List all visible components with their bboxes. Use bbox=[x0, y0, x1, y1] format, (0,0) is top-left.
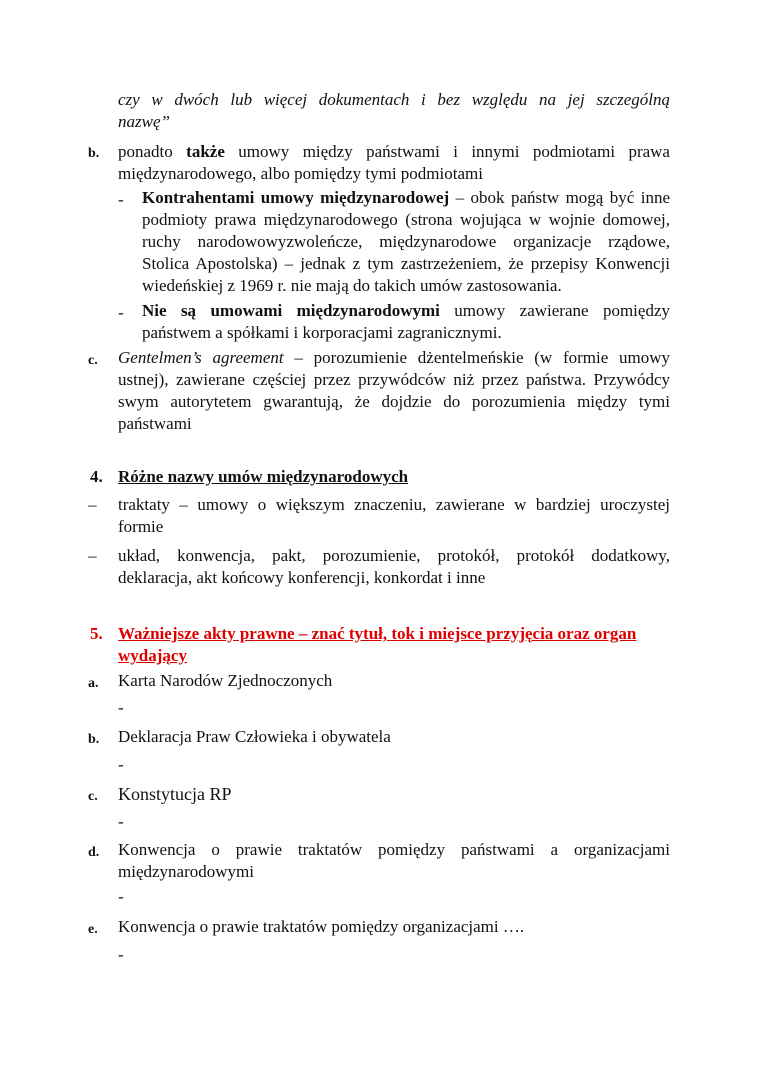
bullet-other-names: układ, konwencja, pakt, porozumienie, protokół, protokół dodatkowy, deklaracja, akt końcowy konferencji, konkordat i inne bbox=[118, 546, 670, 587]
list-marker-b: b. bbox=[88, 146, 100, 161]
sub1-text: – obok państw mogą być inne podmioty prawa międzynarodowego (strona wojująca w wojnie domowej, ruchy narodowowyzwoleńcze, międzynarodowe organizacje rządowe, Stolica Apostolska) – jednak z tym zastrzeżeniem, że przepisy Konwencji wiedeńskiej z 1969 r. nie mają do takich umów zastosowania. bbox=[142, 188, 671, 295]
bullet-dash-1: – bbox=[88, 495, 97, 514]
act-convention-states-orgs: Konwencja o prawie traktatów pomiędzy państwami a organizacjami międzynarodowymi bbox=[118, 840, 670, 881]
section-4-number: 4. bbox=[90, 467, 103, 486]
list-marker-a: a. bbox=[88, 676, 99, 691]
item-b-bold: także bbox=[186, 142, 225, 161]
list-marker-e: e. bbox=[88, 922, 98, 937]
bullet-dash-2: – bbox=[88, 546, 97, 565]
act-charter: Karta Narodów Zjednoczonych bbox=[118, 671, 333, 690]
list-marker-c: c. bbox=[88, 353, 98, 368]
list-marker-d: d. bbox=[88, 845, 100, 860]
item-c-italic: Gentelmen’s agreement bbox=[118, 348, 284, 367]
item-b-text bbox=[118, 141, 670, 185]
list-marker-c2: c. bbox=[88, 789, 98, 804]
quote-line-1: czy w dwóch lub więcej dokumentach i bez względu na jej szczególną bbox=[118, 90, 670, 109]
quote-continuation bbox=[118, 89, 670, 133]
item-c-body: – porozumienie dżentelmeńskie (w formie umowy ustnej), zawierane częściej przez przywódców niż przez państwa. Przywódcy swym autorytetem gwarantują, że dojdzie do porozumienia między tymi państwami bbox=[118, 348, 670, 433]
quote-line-2: nazwę” bbox=[118, 112, 170, 131]
act-convention-orgs-dash: - bbox=[118, 945, 124, 964]
act-charter-dash: - bbox=[118, 698, 124, 717]
act-constitution-dash: - bbox=[118, 812, 124, 831]
bullet-treaties: traktaty – umowy o większym znaczeniu, zawierane w bardziej uroczystej formie bbox=[118, 495, 670, 536]
item-c-text bbox=[118, 347, 670, 435]
act-declaration-dash: - bbox=[118, 755, 124, 774]
section-5-number: 5. bbox=[90, 624, 103, 643]
item-b-pre: ponadto bbox=[118, 142, 187, 161]
sub-dash-2: - bbox=[118, 303, 124, 322]
act-constitution: Konstytucja RP bbox=[118, 784, 232, 804]
sub1-bold: Kontrahentami umowy międzynarodowej bbox=[142, 188, 450, 207]
act-declaration: Deklaracja Praw Człowieka i obywatela bbox=[118, 727, 391, 746]
item-b-post: umowy między państwami i innymi podmiotami prawa międzynarodowego, albo pomiędzy tymi podmiotami bbox=[118, 142, 670, 183]
section-5-title: Ważniejsze akty prawne – znać tytuł, tok i miejsce przyjęcia oraz organ wydający bbox=[118, 624, 637, 665]
sub2-bold: Nie są umowami międzynarodowymi bbox=[142, 301, 440, 320]
list-marker-b2: b. bbox=[88, 732, 100, 747]
section-4-title: Różne nazwy umów międzynarodowych bbox=[118, 467, 409, 486]
act-convention-states-orgs-dash: - bbox=[118, 887, 124, 906]
sub2-text: umowy zawierane pomiędzy państwem a spółkami i korporacjami zagranicznymi. bbox=[142, 301, 670, 342]
sub-item-not-treaties bbox=[142, 300, 670, 344]
act-convention-orgs: Konwencja o prawie traktatów pomiędzy organizacjami …. bbox=[118, 917, 525, 936]
sub-dash-1: - bbox=[118, 190, 124, 209]
sub-item-contractors bbox=[142, 187, 670, 297]
